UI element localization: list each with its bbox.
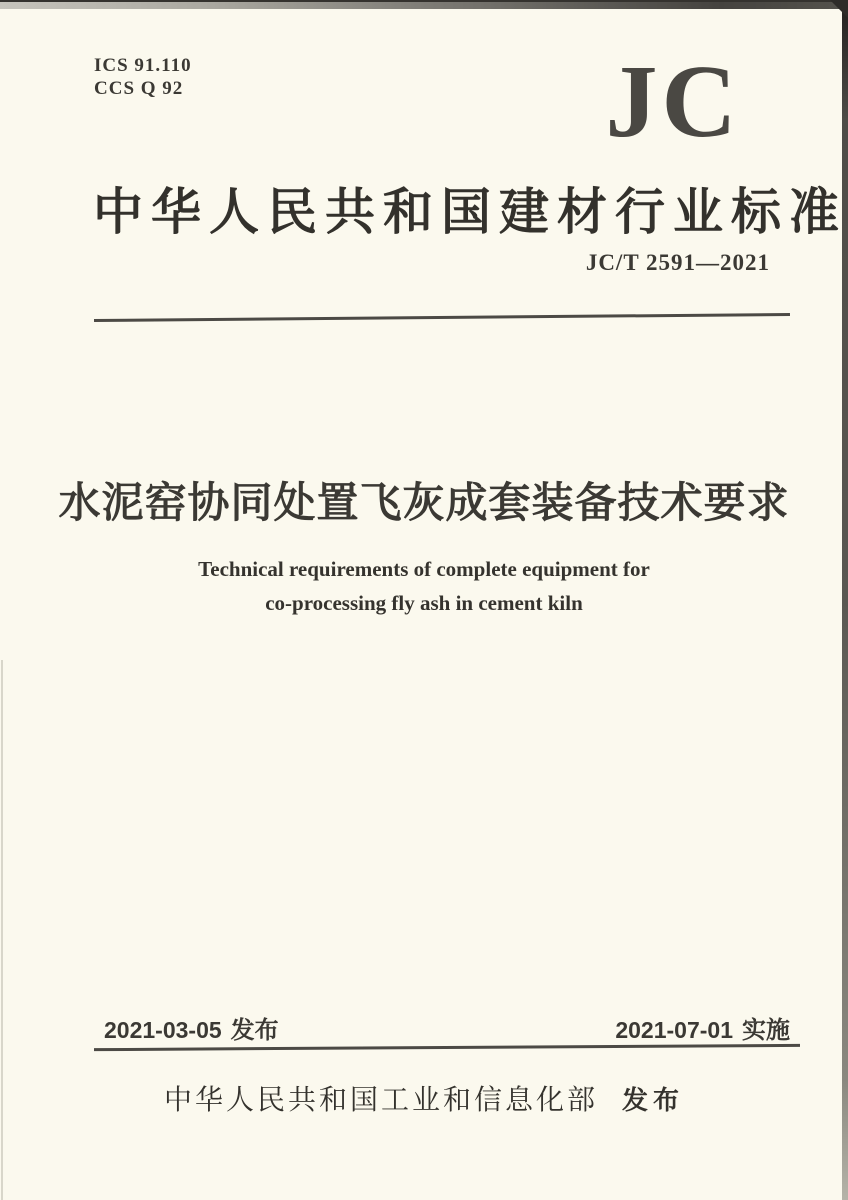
implementation-date-label: 实施 bbox=[742, 1017, 790, 1044]
implementation-date: 2021-07-01 bbox=[615, 1017, 733, 1043]
document-title-en-line2: co-processing fly ash in cement kiln bbox=[265, 591, 583, 615]
ics-code: ICS 91.110 bbox=[94, 55, 192, 76]
issuer-row bbox=[0, 1078, 848, 1118]
issuer-action-label: 发布 bbox=[622, 1085, 685, 1115]
standard-type-title: 中华人民共和国建材行业标准 bbox=[93, 184, 847, 240]
issue-date: 2021-03-05 bbox=[104, 1017, 222, 1043]
issue-date-label: 发布 bbox=[230, 1017, 279, 1044]
scan-edge-top bbox=[0, 0, 848, 9]
jc-logo: JC bbox=[605, 44, 741, 159]
document-title-en-line1: Technical requirements of complete equipment for bbox=[198, 557, 650, 581]
document-title-en bbox=[0, 552, 848, 620]
standard-number: JC/T 2591—2021 bbox=[585, 250, 770, 275]
implementation-date-group bbox=[615, 1010, 790, 1045]
issuer-name: 中华人民共和国工业和信息化部 bbox=[163, 1085, 598, 1116]
classification-codes bbox=[94, 54, 192, 100]
document-title-zh: 水泥窑协同处置飞灰成套装备技术要求 bbox=[58, 479, 790, 526]
ccs-code: CCS Q 92 bbox=[94, 78, 184, 99]
header-divider-rule bbox=[94, 313, 790, 322]
issue-date-group bbox=[104, 1010, 279, 1045]
dates-row bbox=[104, 1010, 790, 1045]
scan-edge-left bbox=[1, 660, 3, 1200]
